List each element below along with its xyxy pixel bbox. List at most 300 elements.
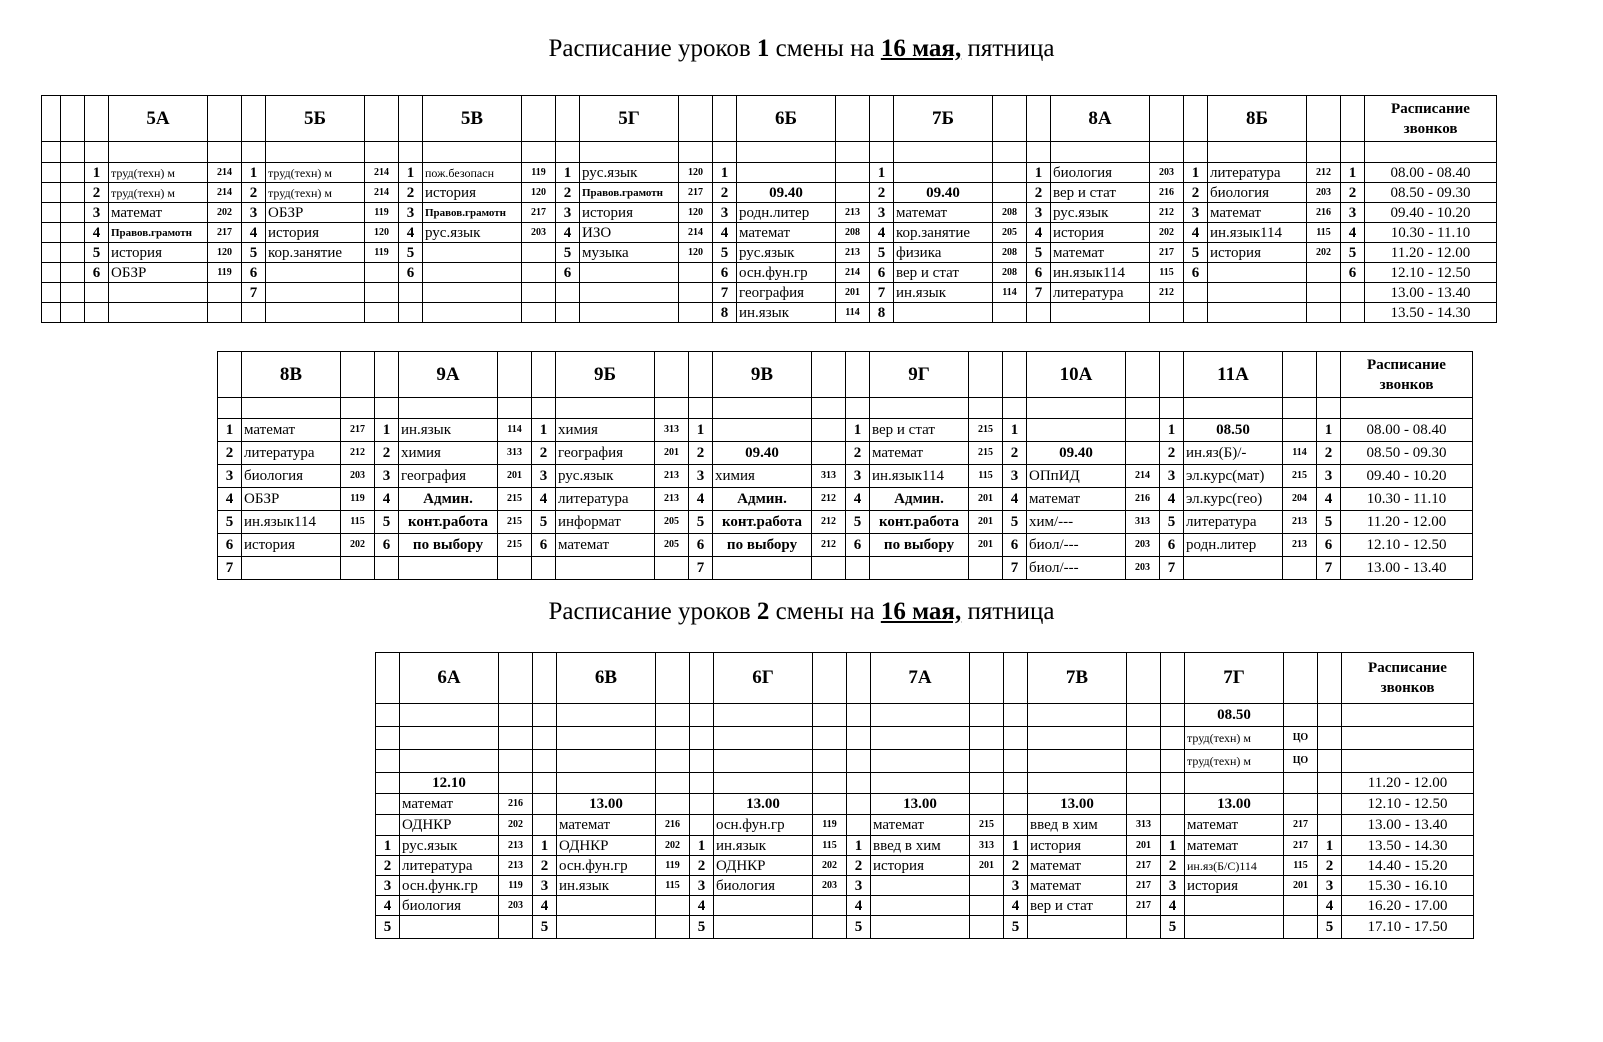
- room: 201: [655, 442, 689, 465]
- lesson-number: 6: [870, 263, 894, 283]
- lesson-number: 1: [1184, 163, 1208, 183]
- lesson-number: 2: [399, 183, 423, 203]
- num-cell: [713, 142, 737, 163]
- room: 119: [499, 876, 533, 896]
- subject: осн.фун.гр: [557, 856, 656, 876]
- subject: [870, 557, 969, 580]
- bell-time: 15.30 - 16.10: [1342, 876, 1474, 896]
- bell-time: 09.40 - 10.20: [1365, 203, 1497, 223]
- subject: труд(техн) м: [266, 163, 365, 183]
- subject: Правов.грамотн: [580, 183, 679, 203]
- room: 217: [522, 203, 556, 223]
- subject: математ: [109, 203, 208, 223]
- class-header: 6В: [557, 653, 656, 704]
- lesson-number: 5: [532, 511, 556, 534]
- subject: [400, 916, 499, 939]
- lesson-number: 1: [1003, 419, 1027, 442]
- class-header: 5Г: [580, 96, 679, 142]
- num-cell: [556, 142, 580, 163]
- lesson-number: 5: [399, 243, 423, 263]
- subject: ин.язык: [557, 876, 656, 896]
- room-cell: [1126, 398, 1160, 419]
- lesson-number: 4: [556, 223, 580, 243]
- lesson-number: 6: [242, 263, 266, 283]
- room: 214: [208, 183, 242, 203]
- subject-cell: [1028, 773, 1127, 794]
- room: [1126, 442, 1160, 465]
- lesson-number: 4: [713, 223, 737, 243]
- lesson-number: [1027, 303, 1051, 323]
- lead-cell: [42, 183, 61, 203]
- subject-cell: [400, 727, 499, 750]
- room: [1127, 916, 1161, 939]
- bell-time: 08.00 - 08.40: [1365, 163, 1497, 183]
- table-row: [218, 511, 1473, 534]
- lesson-number: 3: [1184, 203, 1208, 223]
- num-cell: [870, 142, 894, 163]
- class-header: 5В: [423, 96, 522, 142]
- room: 214: [365, 163, 399, 183]
- room: 216: [1126, 488, 1160, 511]
- room-cell: [813, 653, 847, 704]
- lesson-number: 7: [1003, 557, 1027, 580]
- bell-time: 13.00 - 13.40: [1341, 557, 1473, 580]
- lead-cell: [42, 243, 61, 263]
- room-cell: [498, 352, 532, 398]
- room: 202: [499, 815, 533, 836]
- room: 119: [341, 488, 375, 511]
- num-cell: [1184, 96, 1208, 142]
- room: [1284, 916, 1318, 939]
- room: 120: [365, 223, 399, 243]
- room: 203: [522, 223, 556, 243]
- subject: математ: [1185, 815, 1284, 836]
- room: [1284, 896, 1318, 916]
- room-cell: [969, 352, 1003, 398]
- subject: труд(техн) м: [266, 183, 365, 203]
- subject: [1208, 283, 1307, 303]
- lesson-number: 5: [533, 916, 557, 939]
- room: [656, 896, 690, 916]
- subject: биол/---: [1027, 534, 1126, 557]
- subject: математ: [894, 203, 993, 223]
- num-cell: [1184, 142, 1208, 163]
- subject: труд(техн) м: [1185, 750, 1284, 773]
- lesson-number: 6: [689, 534, 713, 557]
- table-row: [42, 263, 1497, 283]
- lesson-number: 8: [713, 303, 737, 323]
- table-row: [376, 815, 1474, 836]
- subject-cell: [557, 773, 656, 794]
- lesson-number: 7: [870, 283, 894, 303]
- subject: [242, 557, 341, 580]
- lesson-number: 2: [375, 442, 399, 465]
- lesson-number: 6: [218, 534, 242, 557]
- lesson-number: 6: [375, 534, 399, 557]
- subject: Админ.: [399, 488, 498, 511]
- lesson-number: 1: [690, 836, 714, 856]
- room-cell: [679, 96, 713, 142]
- subject-cell: [1028, 727, 1127, 750]
- lesson-number: 7: [1317, 557, 1341, 580]
- subject: [1208, 303, 1307, 323]
- lesson-number: 5: [1004, 916, 1028, 939]
- subject: литература: [1184, 511, 1283, 534]
- room-cell: [812, 398, 846, 419]
- subject-cell: [1208, 142, 1307, 163]
- room: 115: [813, 836, 847, 856]
- num-cell: [846, 352, 870, 398]
- lesson-number: 6: [1160, 534, 1184, 557]
- room: [1307, 283, 1341, 303]
- room: 203: [813, 876, 847, 896]
- subject-cell: [557, 750, 656, 773]
- subject: [423, 263, 522, 283]
- lesson-number: 1: [242, 163, 266, 183]
- subject-cell: [714, 773, 813, 794]
- lesson-number: 4: [690, 896, 714, 916]
- subject: ОДНКР: [714, 856, 813, 876]
- lesson-number: [85, 303, 109, 323]
- subject: [557, 916, 656, 939]
- num-cell: [1003, 352, 1027, 398]
- subject: [109, 283, 208, 303]
- subject: математ: [871, 815, 970, 836]
- subject: математ: [1027, 488, 1126, 511]
- lesson-number: 1: [713, 163, 737, 183]
- subject: химия: [713, 465, 812, 488]
- room-cell: [993, 142, 1027, 163]
- room-cell: [1307, 96, 1341, 142]
- room: 202: [341, 534, 375, 557]
- lesson-number: 3: [1161, 876, 1185, 896]
- lead-cell: [42, 303, 61, 323]
- subject: биология: [714, 876, 813, 896]
- lesson-number: [399, 303, 423, 323]
- room-cell: [522, 96, 556, 142]
- subject-cell: [871, 773, 970, 794]
- num-cell: [1161, 773, 1185, 794]
- room: 217: [1127, 876, 1161, 896]
- room: 114: [993, 283, 1027, 303]
- subject: введ в хим: [871, 836, 970, 856]
- lead-cell: [61, 163, 85, 183]
- subject-cell: [423, 142, 522, 163]
- num-cell: [1341, 142, 1365, 163]
- subject: труд(техн) м: [109, 183, 208, 203]
- num-cell: [690, 727, 714, 750]
- num-cell: [533, 815, 557, 836]
- room: 203: [1126, 557, 1160, 580]
- room-cell: [341, 352, 375, 398]
- schedule-table-shift-1-senior: [217, 351, 1473, 580]
- room: [812, 419, 846, 442]
- num-cell: [1318, 750, 1342, 773]
- lesson-number: 2: [1004, 856, 1028, 876]
- subject: [1027, 419, 1126, 442]
- lesson-number: 2: [533, 856, 557, 876]
- num-cell: [846, 398, 870, 419]
- room: 215: [498, 488, 532, 511]
- room-cell: [656, 704, 690, 727]
- subject: ин.яз(Б/С)114: [1185, 856, 1284, 876]
- subject: по выбору: [870, 534, 969, 557]
- room-cell: [1127, 727, 1161, 750]
- num-cell: [870, 96, 894, 142]
- bell-time: 11.20 - 12.00: [1341, 511, 1473, 534]
- room-cell: [1283, 398, 1317, 419]
- num-cell: [533, 653, 557, 704]
- lesson-number: 3: [1003, 465, 1027, 488]
- lesson-number: 7: [218, 557, 242, 580]
- subject: биология: [1051, 163, 1150, 183]
- room: 114: [498, 419, 532, 442]
- table-row: [376, 773, 1474, 794]
- lead-cell: [61, 303, 85, 323]
- class-header: 8Б: [1208, 96, 1307, 142]
- table-row: [376, 856, 1474, 876]
- room-cell: [993, 96, 1027, 142]
- num-cell: [1318, 773, 1342, 794]
- room: [970, 916, 1004, 939]
- num-cell: [218, 398, 242, 419]
- subject: [580, 283, 679, 303]
- num-cell: [376, 815, 400, 836]
- room: 114: [1283, 442, 1317, 465]
- num-cell: [242, 96, 266, 142]
- room: 201: [969, 511, 1003, 534]
- subject: труд(техн) м: [109, 163, 208, 183]
- subject: конт.работа: [399, 511, 498, 534]
- subject: литература: [400, 856, 499, 876]
- lesson-number: 4: [375, 488, 399, 511]
- table-row: [376, 750, 1474, 773]
- room: 213: [836, 203, 870, 223]
- num-cell: [689, 352, 713, 398]
- num-cell: [376, 704, 400, 727]
- bell-time: 11.20 - 12.00: [1342, 773, 1474, 794]
- num-cell: [1318, 704, 1342, 727]
- subject: [399, 557, 498, 580]
- room: 115: [656, 876, 690, 896]
- bell-time: 12.10 - 12.50: [1341, 534, 1473, 557]
- num-cell: [1004, 773, 1028, 794]
- room: 217: [1127, 856, 1161, 876]
- room: 217: [1284, 836, 1318, 856]
- subject: история: [1028, 836, 1127, 856]
- subject: [871, 896, 970, 916]
- subject: родн.литер: [737, 203, 836, 223]
- lesson-number: 3: [870, 203, 894, 223]
- subject: 08.50: [1184, 419, 1283, 442]
- room-cell: [970, 727, 1004, 750]
- subject: рус.язык: [580, 163, 679, 183]
- subject: кор.занятие: [266, 243, 365, 263]
- subject: 09.40: [737, 183, 836, 203]
- num-cell: [1318, 794, 1342, 815]
- room: 313: [1126, 511, 1160, 534]
- room: 204: [1283, 488, 1317, 511]
- room: [836, 163, 870, 183]
- subject: [1208, 263, 1307, 283]
- subject: ОБЗР: [109, 263, 208, 283]
- lesson-number: 3: [399, 203, 423, 223]
- subject-cell: [713, 398, 812, 419]
- room: [1283, 419, 1317, 442]
- subject-cell: [1028, 750, 1127, 773]
- subject: [713, 557, 812, 580]
- lesson-number: [399, 283, 423, 303]
- room-cell: [970, 794, 1004, 815]
- lesson-number: 2: [242, 183, 266, 203]
- lesson-number: 1: [1341, 163, 1365, 183]
- num-cell: [1318, 653, 1342, 704]
- num-cell: [533, 773, 557, 794]
- subject: Админ.: [713, 488, 812, 511]
- page-title-shift-1: Расписание уроков 1 смены на 16 мая, пятница: [548, 35, 1055, 62]
- table-row: [376, 836, 1474, 856]
- num-cell: [690, 773, 714, 794]
- subject: [423, 283, 522, 303]
- subject-cell: [399, 398, 498, 419]
- room-cell: [208, 96, 242, 142]
- room-cell: [655, 398, 689, 419]
- num-cell: [1317, 352, 1341, 398]
- subject: [1184, 557, 1283, 580]
- num-cell: [376, 794, 400, 815]
- room-cell: [498, 398, 532, 419]
- subject: история: [423, 183, 522, 203]
- time-cell: [1342, 704, 1474, 727]
- subject-cell: [1028, 704, 1127, 727]
- lesson-number: 1: [1004, 836, 1028, 856]
- subject-cell: [871, 704, 970, 727]
- subject: математ: [870, 442, 969, 465]
- num-cell: [1004, 794, 1028, 815]
- num-cell: [1318, 727, 1342, 750]
- lesson-number: 4: [1341, 223, 1365, 243]
- subject: литература: [1208, 163, 1307, 183]
- subject-cell: [556, 398, 655, 419]
- room-cell: [1127, 704, 1161, 727]
- room: 115: [1284, 856, 1318, 876]
- lesson-number: 4: [1318, 896, 1342, 916]
- subject: [266, 303, 365, 323]
- room: 313: [655, 419, 689, 442]
- subject: математ: [1051, 243, 1150, 263]
- subject: пож.безопасн: [423, 163, 522, 183]
- room-cell: [499, 727, 533, 750]
- table-row: [218, 534, 1473, 557]
- subject: [714, 916, 813, 939]
- lesson-number: 3: [376, 876, 400, 896]
- room-cell: [1284, 773, 1318, 794]
- room: 217: [208, 223, 242, 243]
- room-cell: [655, 352, 689, 398]
- lesson-number: [85, 283, 109, 303]
- num-cell: [847, 704, 871, 727]
- room: 217: [1284, 815, 1318, 836]
- room: [365, 283, 399, 303]
- lesson-number: 6: [1341, 263, 1365, 283]
- lead-cell: [42, 223, 61, 243]
- subject: [714, 896, 813, 916]
- bell-time: 12.10 - 12.50: [1365, 263, 1497, 283]
- lesson-number: 1: [556, 163, 580, 183]
- room-cell: [1126, 352, 1160, 398]
- subject: [423, 243, 522, 263]
- room: [1126, 419, 1160, 442]
- lesson-number: 6: [556, 263, 580, 283]
- bell-time: 10.30 - 11.10: [1341, 488, 1473, 511]
- subject: математ: [1208, 203, 1307, 223]
- room: [812, 442, 846, 465]
- room: 313: [498, 442, 532, 465]
- room: 212: [812, 488, 846, 511]
- lead-cell: [61, 142, 85, 163]
- room: 216: [1150, 183, 1184, 203]
- lesson-number: [556, 283, 580, 303]
- lead-cell: [61, 263, 85, 283]
- subject: история: [242, 534, 341, 557]
- lesson-number: 1: [1317, 419, 1341, 442]
- lesson-number: 3: [689, 465, 713, 488]
- num-cell: [376, 750, 400, 773]
- class-header: 11А: [1184, 352, 1283, 398]
- lesson-number: 1: [846, 419, 870, 442]
- room-cell: [499, 653, 533, 704]
- room: [679, 303, 713, 323]
- subject: история: [266, 223, 365, 243]
- class-header: 6А: [400, 653, 499, 704]
- lesson-number: 6: [399, 263, 423, 283]
- schedule-table-shift-1: [41, 95, 1497, 323]
- subject-cell: [714, 704, 813, 727]
- room: [656, 916, 690, 939]
- room: 201: [969, 534, 1003, 557]
- lesson-number: [1341, 303, 1365, 323]
- num-cell: [1161, 794, 1185, 815]
- num-cell: [218, 352, 242, 398]
- lesson-number: [1341, 283, 1365, 303]
- num-cell: [713, 96, 737, 142]
- lesson-number: 4: [1004, 896, 1028, 916]
- time-cell: [1365, 142, 1497, 163]
- bell-time: 08.50 - 09.30: [1341, 442, 1473, 465]
- class-header: 7А: [871, 653, 970, 704]
- subject: математ: [1185, 836, 1284, 856]
- start-time: 13.00: [1185, 794, 1284, 815]
- subject: физика: [894, 243, 993, 263]
- num-cell: [1027, 142, 1051, 163]
- num-cell: [1161, 704, 1185, 727]
- num-cell: [242, 142, 266, 163]
- table-row: [376, 794, 1474, 815]
- room-cell: [836, 142, 870, 163]
- room-cell: [1127, 773, 1161, 794]
- subject: ин.язык114: [1208, 223, 1307, 243]
- lesson-number: [556, 303, 580, 323]
- lesson-number: 2: [85, 183, 109, 203]
- bell-time: 14.40 - 15.20: [1342, 856, 1474, 876]
- bell-time: 13.50 - 14.30: [1365, 303, 1497, 323]
- lesson-number: [1184, 303, 1208, 323]
- subject: 09.40: [713, 442, 812, 465]
- room-cell: [970, 653, 1004, 704]
- subject: ин.язык114: [1051, 263, 1150, 283]
- subject: ин.язык114: [242, 511, 341, 534]
- room: 205: [655, 534, 689, 557]
